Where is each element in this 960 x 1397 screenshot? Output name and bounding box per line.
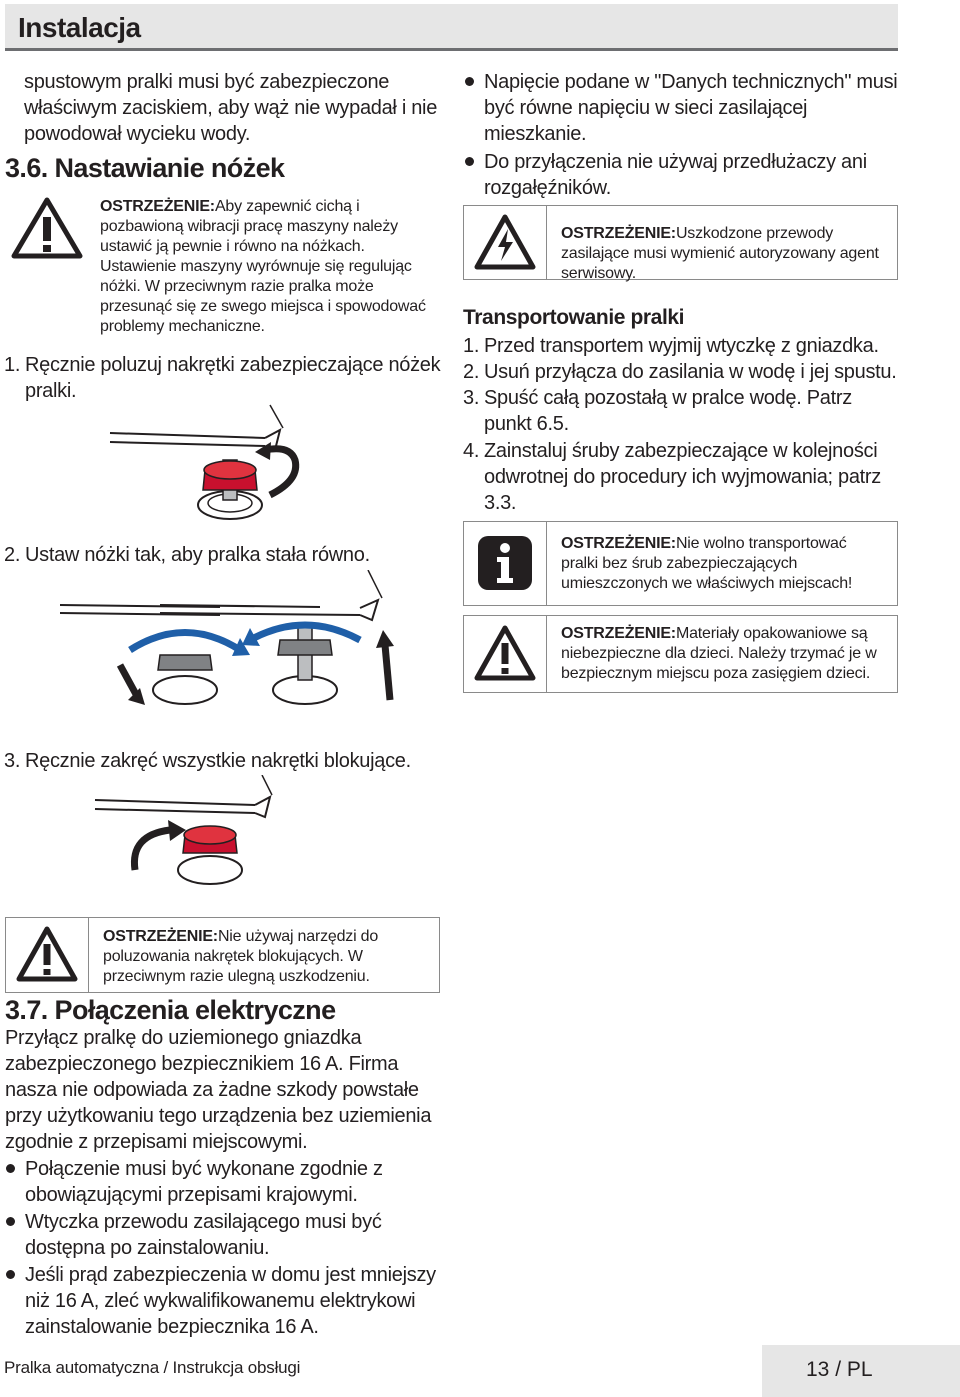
warning-label: OSTRZEŻENIE: [100,198,215,215]
bullet-dot [6,1217,15,1226]
step-text: Ręcznie poluzuj nakrętki zabezpieczające nóżek pralki. [25,354,441,402]
info-transport-text [561,534,886,594]
page-header [5,4,898,51]
warning-body: Uszkodzone przewody zasilające musi wymienić autoryzowany agent serwisowy. [561,225,879,282]
warning-label: OSTRZEŻENIE: [561,225,676,242]
bullet-text: Jeśli prąd zabezpieczenia w domu jest mniejszy niż 16 A, zleć wykwalifikowanemu elektrykowi zainstalowanie bezpiecznika 16 A. [25,1264,436,1338]
bullet-text: Połączenie musi być wykonane zgodnie z obowiązującymi przepisami krajowymi. [25,1158,383,1206]
bullet-dot [465,77,474,86]
step-number: 2. [4,544,21,566]
bullet-text: Napięcie podane w "Danych technicznych" musi być równe napięciu w sieci zasilającej mieszkanie. [484,71,898,145]
bullet-text: Wtyczka przewodu zasilającego musi być dostępna po zainstalowaniu. [25,1211,382,1259]
step-1 [4,352,444,404]
transport-step-3 [463,385,903,437]
transport-step-1 [463,333,903,359]
step-number: 2. [463,361,480,383]
step-number: 3. [463,387,480,409]
transport-title: Transportowanie pralki [463,306,685,329]
warning-body: Nie używaj narzędzi do poluzowania nakrętek blokujących. W przeciwnym razie ulegną uszkodzeniu. [103,928,379,985]
illustration-loosen-nut [105,400,335,530]
bullet-item [4,1262,444,1340]
illustration-tighten-nut [90,775,320,895]
warning-icon-cell [6,918,89,992]
step-2 [4,542,444,568]
warning-label: OSTRZEŻENIE: [561,625,676,642]
warning-icon-cell [464,206,547,279]
bullet-item [463,149,903,201]
electric-warning-icon [474,214,536,270]
footer-page-box [762,1345,960,1397]
step-number: 4. [463,440,480,462]
info-icon [476,534,534,592]
step-text: Ustaw nóżki tak, aby pralka stała równo. [25,544,370,566]
step-text: Usuń przyłącza do zasilania w wodę i jej spustu. [484,361,897,383]
section-3-7-title: 3.7. Połączenia elektryczne [5,995,336,1025]
warning-label: OSTRZEŻENIE: [103,928,218,945]
step-number: 1. [463,335,480,357]
warning-leveling [5,193,445,343]
warning-cables [463,205,898,280]
transport-step-4 [463,438,903,516]
warning-icon-cell [464,616,547,692]
bullet-item [4,1156,444,1208]
bullet-dot [6,1270,15,1279]
footer-document-title: Pralka automatyczna / Instrukcja obsługi [4,1358,301,1377]
step-number: 3. [4,750,21,772]
warning-body: Nie wolno transportować pralki bez śrub zabezpieczających umieszczonych we właściwych miejscach! [561,535,853,592]
info-icon-cell [464,522,547,605]
warning-triangle-icon [11,197,83,259]
warning-packaging [463,615,898,693]
warning-label: OSTRZEŻENIE: [561,535,676,552]
warning-cables-text [561,224,886,284]
warning-no-tools-text [103,927,423,987]
info-transport-bolts [463,521,898,606]
warning-body: Aby zapewnić cichą i pozbawioną wibracji pracę maszyny należy ustawić ją pewnie i równo na nóżkach. Ustawienie maszyny wyrównuje się regulując nóżki. W przeciwnym razie pralka może przesunąć się ze swego miejsca i spowodować problemy mechaniczne. [100,198,426,335]
step-number: 1. [4,354,21,376]
bullet-item [463,69,903,147]
warning-body: Materiały opakowaniowe są niebezpieczne dla dzieci. Należy trzymać je w bezpiecznym miejscu poza zasięgiem dzieci. [561,625,877,682]
step-text: Przed transportem wyjmij wtyczkę z gniazdka. [484,335,879,357]
step-text: Spuść całą pozostałą w pralce wodę. Patrz punkt 6.5. [484,387,852,435]
bullet-item [4,1209,444,1261]
intro-paragraph: spustowym pralki musi być zabezpieczone właściwym zaciskiem, aby wąż nie wypadał i nie powodował wycieku wody. [24,71,438,145]
bullet-dot [465,157,474,166]
bullet-dot [6,1164,15,1173]
warning-triangle-icon [474,625,536,681]
step-text: Ręcznie zakręć wszystkie nakrętki blokujące. [25,750,411,772]
bullet-text: Do przyłączenia nie używaj przedłużaczy ani rozgałęźników. [484,151,867,199]
transport-step-2 [463,359,903,385]
section-3-6-title: 3.6. Nastawianie nóżek [5,153,285,183]
section-3-7-paragraph: Przyłącz pralkę do uziemionego gniazdka zabezpieczonego bezpiecznikiem 16 A. Firma nasza nie odpowiada za żadne szkody powstałe przy użytkowaniu tego urządzenia bez uziemienia zgodnie z przepisami miejscowymi. [5,1027,432,1153]
step-3 [4,748,444,774]
warning-leveling-text [100,197,430,337]
warning-triangle-icon [16,926,78,982]
page-title: Instalacja [18,12,141,43]
illustration-adjust-feet [60,570,440,720]
warning-no-tools [5,917,440,993]
warning-packaging-text [561,624,886,684]
page-number: 13 / PL [806,1358,873,1381]
step-text: Zainstaluj śruby zabezpieczające w kolejności odwrotnej do procedury ich wyjmowania; patrz 3.3. [484,440,881,514]
